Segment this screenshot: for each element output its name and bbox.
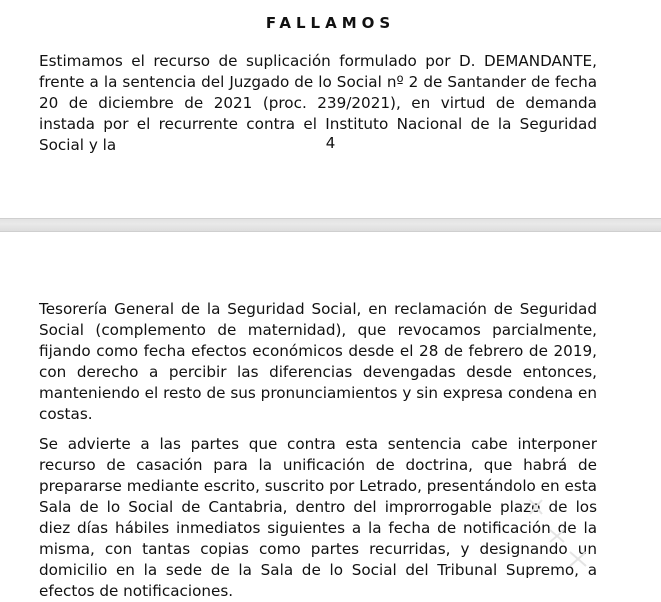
ruling-paragraph-1: Estimamos el recurso de suplicación formulado por D. DEMANDANTE, frente a la sentencia del Juzgado de lo Social nº 2 de Santander de fecha 20 de diciembre de 2021 (proc. 239/2021), en virtud de demanda instada por el recurrente contra el Instituto Nacional de la Seguridad Social y la xyxy=(39,52,597,154)
page-number: 4 xyxy=(325,134,336,152)
ruling-paragraph-2: Tesorería General de la Seguridad Social, en reclamación de Seguridad Social (complemento de maternidad), que revocamos parcialmente, fijando como fecha efectos económicos desde el 28 de febrero de 2019, con derecho a percibir las diferencias devengadas desde entonces, manteniendo el resto de sus pronunciamientos y sin expresa condena en costas. xyxy=(39,300,597,423)
page-break-separator xyxy=(0,218,661,232)
section-heading: FALLAMOS xyxy=(265,14,396,32)
document-page-lower xyxy=(0,232,661,600)
appeal-notice-paragraph: Se advierte a las partes que contra esta sentencia cabe interponer recurso de casación para la unificación de doctrina, que habrá de prepararse mediante escrito, suscrito por Letrado, presentándolo en esta Sala de lo Social de Cantabria, dentro del improrrogable plazo de los diez días hábiles inmediatos siguientes a la fecha de notificación de la misma, con tantas copias como partes recurridas, y designando un domicilio en la sede de la Sala de lo Social del Tribunal Supremo, a efectos de notificaciones. xyxy=(39,435,597,600)
document-page-upper xyxy=(0,0,661,218)
